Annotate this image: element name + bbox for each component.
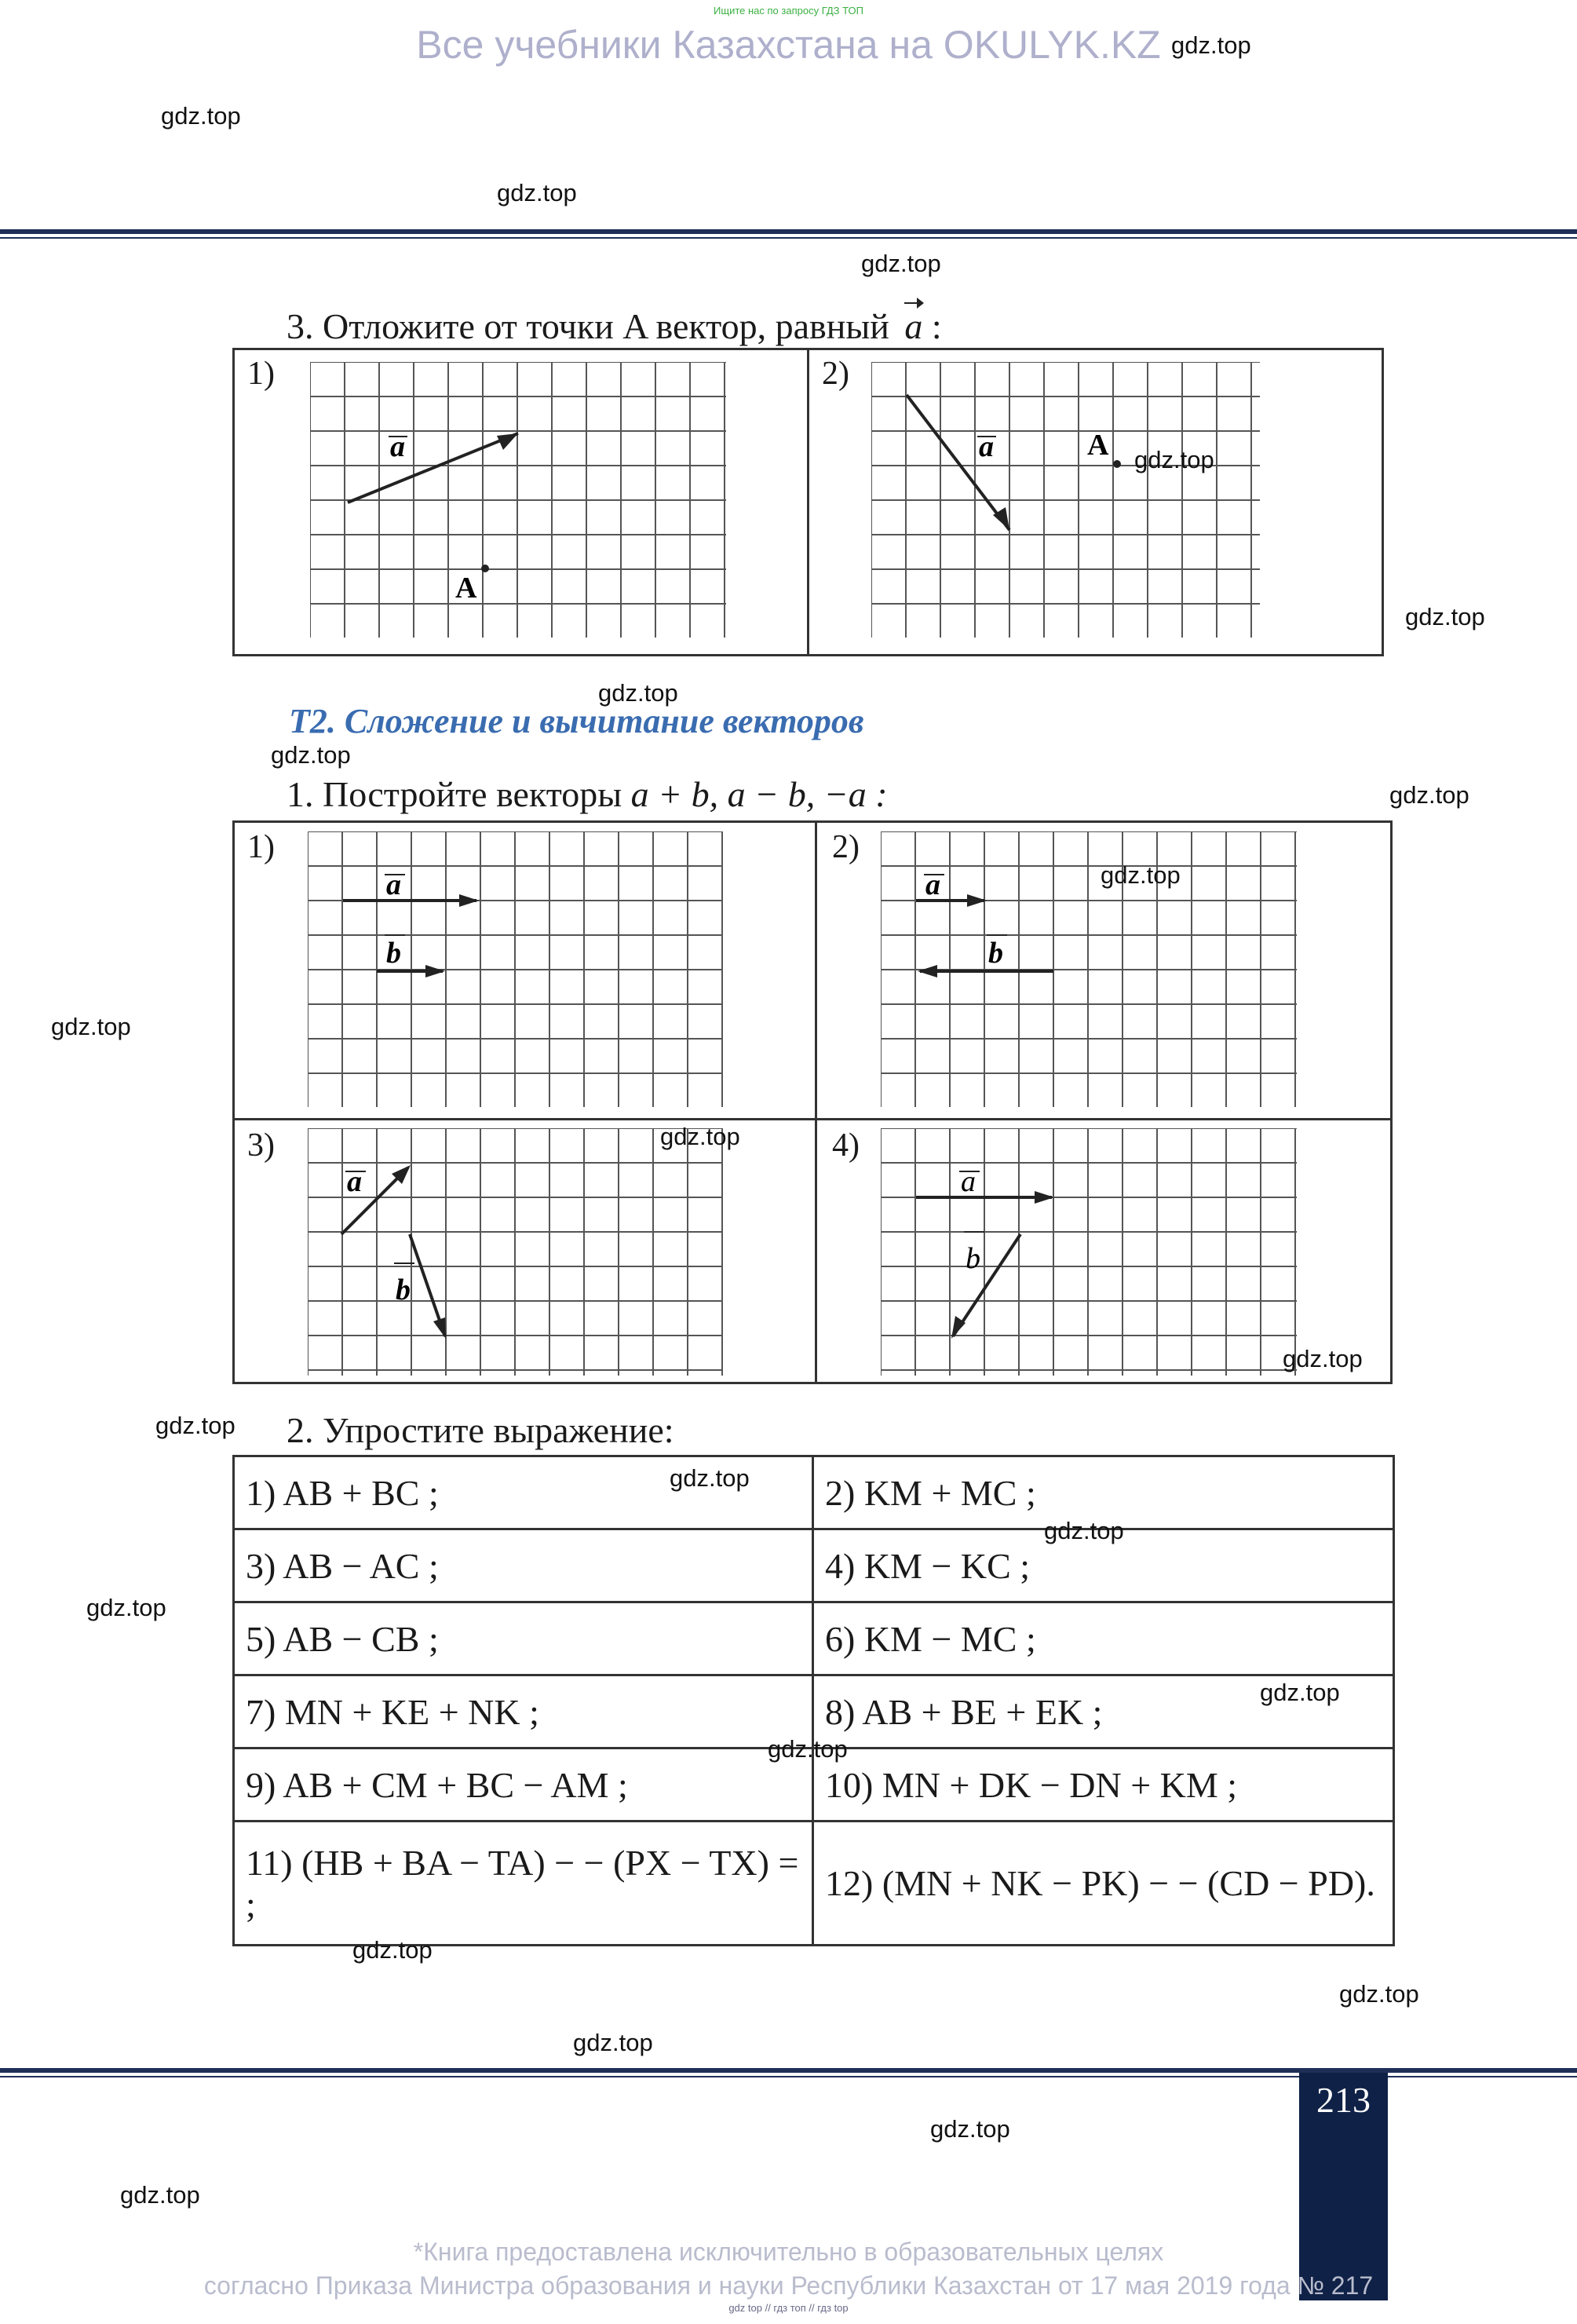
svg-text:b: b <box>386 937 401 970</box>
footer-small: gdz top // гдз топ // гдз top <box>728 2302 849 2314</box>
footer-line-1: *Книга предоставлена исключительно в образовательных целях <box>413 2238 1164 2266</box>
svg-text:b: b <box>396 1273 411 1306</box>
watermark: gdz.top <box>573 2029 653 2056</box>
watermark: gdz.top <box>1171 31 1251 59</box>
svg-text:A: A <box>1087 429 1109 462</box>
svg-text:a: a <box>961 1165 976 1198</box>
expression-cell: 5) AB − CB ; <box>234 1602 813 1675</box>
table-row <box>234 1456 1394 1529</box>
site-title[interactable]: Все учебники Казахстана на OKULYK.KZ <box>416 23 1161 67</box>
watermark: gdz.top <box>51 1013 131 1040</box>
watermark: gdz.top <box>86 1594 166 1621</box>
table-row <box>234 1602 1394 1675</box>
task1-cell4-number: 4) <box>832 1127 860 1164</box>
task1-grid3 <box>308 1128 726 1378</box>
watermark: gdz.top <box>598 679 678 707</box>
search-hint: Ищите нас по запросу ГДЗ ТОП <box>714 5 863 16</box>
page-number: 213 <box>1316 2080 1371 2120</box>
section-title: Т2. Сложение и вычитание векторов <box>289 702 864 740</box>
watermark: gdz.top <box>1134 446 1214 473</box>
task3-cell1-number: 1) <box>247 356 275 392</box>
svg-text:a: a <box>347 1165 362 1198</box>
task1-grid4 <box>881 1128 1301 1378</box>
expression-cell: 1) AB + BC ; <box>234 1456 813 1529</box>
watermark: gdz.top <box>1260 1679 1340 1706</box>
task1-vdivider <box>815 820 817 1384</box>
watermark: gdz.top <box>271 741 351 769</box>
watermark: gdz.top <box>1405 603 1485 630</box>
footer-line-2: согласно Приказа Министра образования и науки Республики Казахстан от 17 мая 2019 года № 217 <box>203 2271 1374 2300</box>
task3-divider <box>807 348 809 656</box>
watermark: gdz.top <box>352 1936 433 1964</box>
task1-expr: a + b, a − b, −a : <box>630 774 888 814</box>
watermark: gdz.top <box>1283 1345 1363 1372</box>
top-rule <box>0 229 1577 234</box>
task1-grid2 <box>881 831 1301 1110</box>
expression-table <box>232 1455 1395 1946</box>
task3-grid1 <box>310 362 730 641</box>
expression-cell: 10) MN + DK − DN + KM ; <box>813 1748 1394 1822</box>
watermark: gdz.top <box>768 1735 848 1763</box>
watermark: gdz.top <box>930 2115 1010 2143</box>
expression-cell: 3) AB − AC ; <box>234 1529 813 1602</box>
table-row <box>234 1822 1394 1946</box>
task1-heading: 1. Постройте векторы a + b, a − b, −a : <box>287 774 888 814</box>
task1-hdivider <box>232 1118 1393 1120</box>
watermark: gdz.top <box>155 1412 235 1439</box>
expression-cell: 12) (MN + NK − PK) − − (CD − PD). <box>813 1822 1394 1946</box>
task1-cell3-number: 3) <box>247 1127 275 1164</box>
task3-cell2-number: 2) <box>822 356 849 392</box>
svg-text:a: a <box>386 868 401 901</box>
point-a-label: A <box>455 572 477 605</box>
expression-cell: 8) AB + BE + EK ; <box>813 1675 1394 1748</box>
watermark: gdz.top <box>497 179 577 206</box>
vector-a-label: a <box>904 302 922 347</box>
watermark: gdz.top <box>670 1464 750 1492</box>
watermark: gdz.top <box>1044 1517 1124 1544</box>
task1-cell2-number: 2) <box>832 829 860 865</box>
task2-heading: 2. Упростите выражение: <box>287 1410 674 1450</box>
expression-cell: 6) KM − MC ; <box>813 1602 1394 1675</box>
task3-heading: 3. Отложите от точки A вектор, равный a : <box>287 302 942 347</box>
watermark: gdz.top <box>1389 781 1469 809</box>
svg-text:a: a <box>925 868 940 901</box>
expression-cell: 7) MN + KE + NK ; <box>234 1675 813 1748</box>
watermark: gdz.top <box>161 102 241 130</box>
watermark: gdz.top <box>120 2181 200 2209</box>
expression-cell: 9) AB + CM + BC − AM ; <box>234 1748 813 1822</box>
watermark: gdz.top <box>1101 861 1181 889</box>
task1-cell1-number: 1) <box>247 829 275 865</box>
watermark: gdz.top <box>861 250 941 277</box>
watermark: gdz.top <box>1339 1980 1419 2008</box>
svg-text:a: a <box>979 430 994 463</box>
table-row <box>234 1529 1394 1602</box>
task3-grid2 <box>871 362 1260 641</box>
task1-grid1 <box>308 831 726 1110</box>
svg-text:b: b <box>966 1242 980 1275</box>
expression-cell: 4) KM − KC ; <box>813 1529 1394 1602</box>
expression-cell: 2) KM + MC ; <box>813 1456 1394 1529</box>
svg-text:a: a <box>390 430 405 463</box>
svg-text:b: b <box>988 937 1003 970</box>
top-rule-thin <box>0 237 1577 239</box>
watermark: gdz.top <box>660 1123 740 1150</box>
expression-cell: 11) (HB + BA − TA) − − (PX − TX) = ; <box>234 1822 813 1946</box>
